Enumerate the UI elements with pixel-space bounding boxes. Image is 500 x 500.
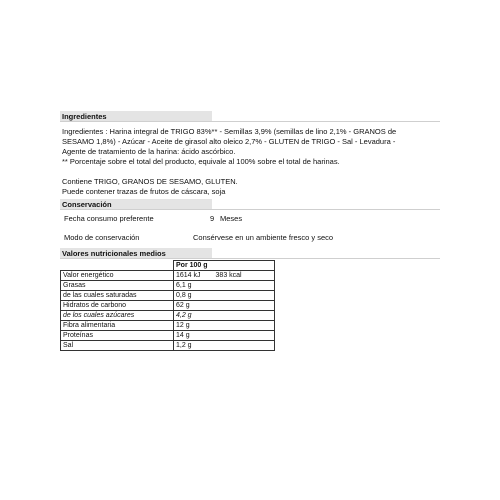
table-row [61,281,275,291]
nutrient-value: 12 g [174,321,275,331]
shelf-life-number: 9 [210,214,215,223]
conservation-mode-value: Consérvese en un ambiente fresco y seco [193,233,334,242]
nutrient-label: de las cuales saturadas [61,291,174,301]
shelf-life-unit: Meses [220,214,243,223]
nutrient-label: de los cuales azúcares [61,311,174,321]
conservation-mode-label: Modo de conservación [64,233,140,242]
table-row [61,331,275,341]
ingredients-divider [60,121,440,122]
ingredients-text [62,127,402,167]
nutrient-value: 4,2 g [174,311,275,321]
allergens-contains: Contiene TRIGO, GRANOS DE SESAMO, GLUTEN. [62,177,238,186]
ingredients-line: Agente de tratamiento de la harina: ácido ascórbico. [62,147,236,156]
ingredients-line: Ingredientes : Harina integral de TRIGO 83%** - Semillas 3,9% (semillas de lino 2,1% - GRANOS de [62,127,397,136]
allergens-traces: Puede contener trazas de frutos de cáscara, soja [62,186,226,196]
nutrient-value: 62 g [174,301,275,311]
nutrient-label: Hidratos de carbono [61,301,174,311]
nutrient-value: 1,2 g [174,341,275,351]
table-row [61,271,275,281]
table-row [61,311,275,321]
nutrient-label: Fibra alimentaria [61,321,174,331]
nutrient-value: 6,1 g [174,281,275,291]
table-row [61,341,275,351]
ingredients-line: SESAMO 1,8%) - Azúcar - Aceite de girasol alto oleico 2,7% - GLUTEN de TRIGO - Sal - Levadura - [62,137,396,146]
nutrient-value: 14 g [174,331,275,341]
nutrient-label: Proteínas [61,331,174,341]
nutrient-value [174,271,275,281]
conservation-divider [60,209,440,210]
ingredients-header: Ingredientes [60,111,212,122]
table-row [61,291,275,301]
nutrition-table [60,260,275,351]
nutrient-label: Grasas [61,281,174,291]
energy-kcal: 383 kcal [215,272,242,279]
nutrient-value: 0,8 g [174,291,275,301]
nutrient-label: Valor energético [61,271,174,281]
table-row [61,321,275,331]
ingredients-note: ** Porcentaje sobre el total del producto, equivale al 100% sobre el total de harinas. [62,157,340,166]
nutrition-divider [60,258,440,259]
allergens-text [62,177,238,196]
nutrient-label: Sal [61,341,174,351]
nutrition-column-header: Por 100 g [174,261,275,271]
nutrition-header: Valores nutricionales medios [60,248,212,259]
nutrition-header-row [61,261,275,271]
conservation-header: Conservación [60,199,212,210]
table-row [61,301,275,311]
shelf-life-label: Fecha consumo preferente [64,214,154,223]
energy-kj: 1614 kJ [176,272,201,279]
